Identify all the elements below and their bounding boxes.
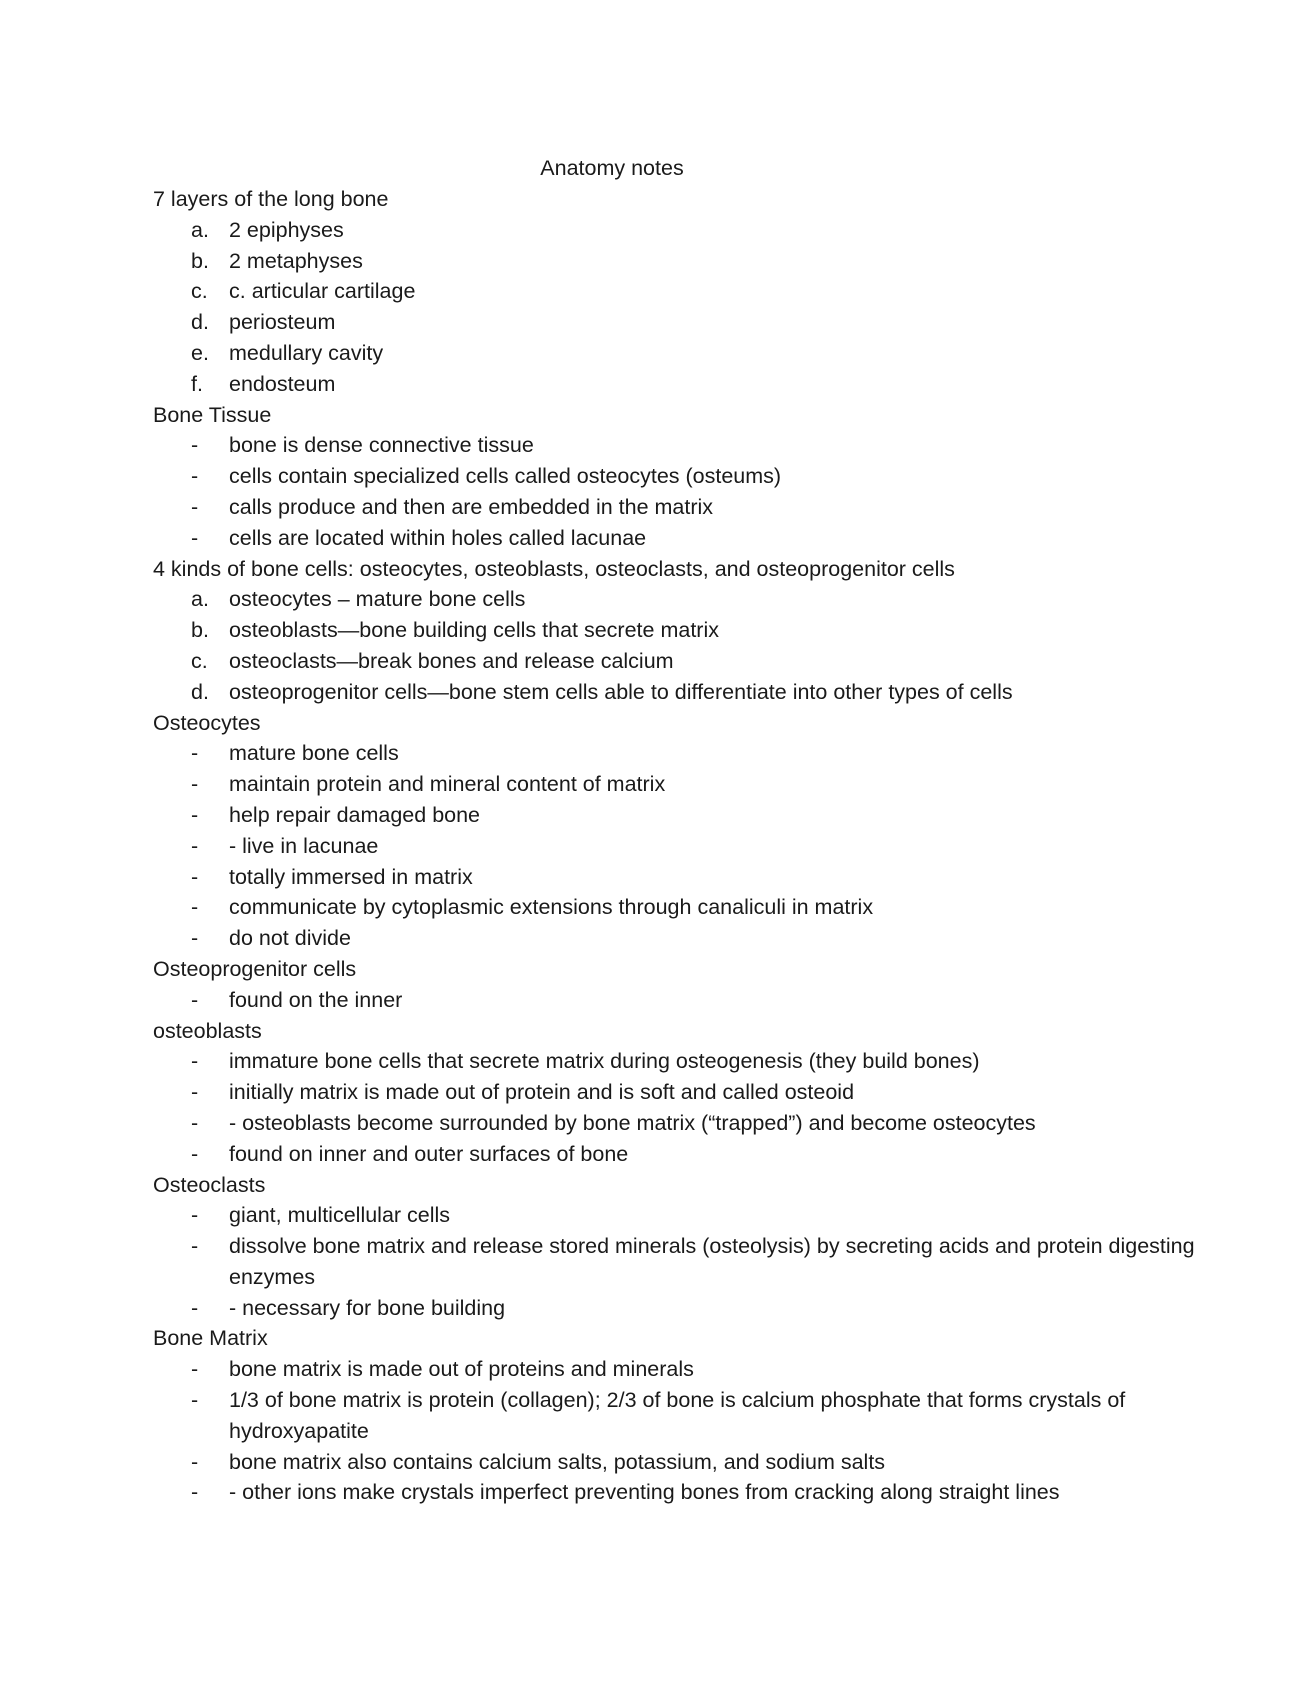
list-item-text: endosteum	[229, 371, 336, 396]
section-heading: Bone Tissue	[153, 402, 272, 427]
section-heading: Bone Matrix	[153, 1326, 268, 1351]
list-item	[153, 1139, 1213, 1170]
list-item	[153, 800, 1213, 831]
list-item	[153, 338, 1213, 369]
list-item-text: medullary cavity	[229, 340, 384, 365]
list-item-text: 2 metaphyses	[229, 248, 363, 273]
list-item	[153, 892, 1213, 923]
list-item-text: bone is dense connective tissue	[229, 433, 534, 458]
list-marker: f.	[191, 371, 203, 396]
list-marker: -	[191, 1234, 199, 1259]
section-heading: 4 kinds of bone cells: osteocytes, osteoblasts, osteoclasts, and osteoprogenitor cells	[153, 556, 955, 581]
list-marker: -	[191, 1449, 199, 1474]
list-item-text: calls produce and then are embedded in the matrix	[229, 494, 714, 519]
list-item	[153, 985, 1213, 1016]
list-item-text: communicate by cytoplasmic extensions through canaliculi in matrix	[229, 895, 874, 920]
list-marker: -	[191, 525, 199, 550]
list-item	[153, 831, 1213, 862]
list-item	[153, 1108, 1213, 1139]
list-item-text: cells are located within holes called lacunae	[229, 525, 647, 550]
notes-section	[153, 400, 1213, 554]
list-marker: e.	[191, 340, 209, 365]
list-marker: a.	[191, 217, 209, 242]
list-marker: -	[191, 1357, 199, 1382]
list-marker: -	[191, 1203, 199, 1228]
list-item	[153, 369, 1213, 400]
list-marker: -	[191, 1480, 199, 1505]
list-item-text: initially matrix is made out of protein and is soft and called osteoid	[229, 1080, 855, 1105]
list-item-text: - necessary for bone building	[229, 1295, 506, 1320]
list-item	[153, 615, 1213, 646]
list-item-text: bone matrix is made out of proteins and minerals	[229, 1357, 694, 1382]
list-item	[153, 677, 1213, 708]
section-heading: 7 layers of the long bone	[153, 187, 389, 211]
list-item-text: help repair damaged bone	[229, 802, 481, 827]
list-item	[153, 1293, 1213, 1324]
list-item	[153, 430, 1213, 461]
list-marker: -	[191, 895, 199, 920]
section-list	[153, 985, 1213, 1016]
list-item	[153, 862, 1213, 893]
section-heading: osteoblasts	[153, 1018, 262, 1043]
section-list	[153, 1046, 1213, 1169]
section-list	[153, 1200, 1213, 1323]
list-item-text: - other ions make crystals imperfect preventing bones from cracking along straight lines	[229, 1480, 1060, 1505]
section-heading: Osteoprogenitor cells	[153, 956, 357, 981]
list-marker: -	[191, 464, 199, 489]
list-item-text: mature bone cells	[229, 741, 399, 766]
notes-section	[153, 708, 1213, 954]
list-item	[153, 492, 1213, 523]
list-item	[153, 461, 1213, 492]
list-item	[153, 1200, 1213, 1231]
section-list	[153, 1354, 1213, 1508]
list-item	[153, 1077, 1213, 1108]
list-item	[153, 1231, 1213, 1293]
list-marker: c.	[191, 648, 208, 673]
list-marker: -	[191, 741, 199, 766]
notes-body	[153, 184, 1213, 1508]
list-item-text: immature bone cells that secrete matrix during osteogenesis (they build bones)	[229, 1049, 980, 1074]
list-item-text: found on the inner	[229, 987, 403, 1012]
list-marker: b.	[191, 248, 209, 273]
list-item	[153, 1046, 1213, 1077]
list-item	[153, 1385, 1213, 1447]
notes-section	[153, 554, 1213, 708]
list-marker: -	[191, 1141, 199, 1166]
list-marker: b.	[191, 618, 209, 643]
list-item-text: osteoprogenitor cells—bone stem cells able to differentiate into other types of cells	[229, 679, 1013, 704]
section-list	[153, 738, 1213, 954]
list-item-text: - osteoblasts become surrounded by bone matrix (“trapped”) and become osteocytes	[229, 1110, 1036, 1135]
section-list	[153, 430, 1213, 553]
list-item-text: osteoclasts—break bones and release calcium	[229, 648, 674, 673]
list-marker: -	[191, 1110, 199, 1135]
list-item	[153, 523, 1213, 554]
section-heading: Osteocytes	[153, 710, 261, 735]
notes-section	[153, 954, 1213, 1016]
list-marker: -	[191, 1388, 199, 1413]
list-item-text: - live in lacunae	[229, 833, 379, 858]
list-marker: -	[191, 772, 199, 797]
section-list	[153, 215, 1213, 400]
section-list	[153, 584, 1213, 707]
list-marker: -	[191, 433, 199, 458]
list-item-text: cells contain specialized cells called osteocytes (osteums)	[229, 464, 782, 489]
list-item	[153, 276, 1213, 307]
list-item-text: giant, multicellular cells	[229, 1203, 451, 1228]
notes-section	[153, 1323, 1213, 1508]
notes-section	[153, 1170, 1213, 1324]
list-marker: -	[191, 1295, 199, 1320]
list-item-text: 2 epiphyses	[229, 217, 344, 242]
list-marker: c.	[191, 279, 208, 304]
list-marker: -	[191, 1080, 199, 1105]
list-item	[153, 646, 1213, 677]
list-item	[153, 769, 1213, 800]
list-item-text: dissolve bone matrix and release stored minerals (osteolysis) by secreting acids and protein digesting enzymes	[229, 1234, 1195, 1289]
list-item-text: c. articular cartilage	[229, 279, 416, 304]
list-item	[153, 1447, 1213, 1478]
list-item	[153, 1477, 1213, 1508]
list-item-text: osteoblasts—bone building cells that secrete matrix	[229, 618, 719, 643]
list-marker: -	[191, 833, 199, 858]
notes-section	[153, 1016, 1213, 1170]
notes-section	[153, 184, 1213, 400]
list-item	[153, 584, 1213, 615]
list-item-text: 1/3 of bone matrix is protein (collagen); 2/3 of bone is calcium phosphate that forms crystals of hydroxyapatite	[229, 1388, 1126, 1443]
list-marker: -	[191, 1049, 199, 1074]
list-item-text: maintain protein and mineral content of matrix	[229, 772, 666, 797]
list-item	[153, 1354, 1213, 1385]
list-marker: -	[191, 494, 199, 519]
section-heading: Osteoclasts	[153, 1172, 266, 1197]
list-item-text: osteocytes – mature bone cells	[229, 587, 526, 612]
page-title: Anatomy notes	[540, 156, 684, 180]
list-marker: -	[191, 926, 199, 951]
list-item-text: totally immersed in matrix	[229, 864, 473, 889]
list-marker: -	[191, 864, 199, 889]
list-item	[153, 923, 1213, 954]
list-marker: d.	[191, 310, 209, 335]
list-item-text: found on inner and outer surfaces of bone	[229, 1141, 629, 1166]
list-item	[153, 307, 1213, 338]
list-item	[153, 215, 1213, 246]
list-item	[153, 738, 1213, 769]
list-marker: -	[191, 987, 199, 1012]
list-marker: -	[191, 802, 199, 827]
list-marker: a.	[191, 587, 209, 612]
list-item-text: bone matrix also contains calcium salts, potassium, and sodium salts	[229, 1449, 886, 1474]
list-item-text: do not divide	[229, 926, 351, 951]
list-marker: d.	[191, 679, 209, 704]
list-item-text: periosteum	[229, 310, 336, 335]
list-item	[153, 246, 1213, 277]
